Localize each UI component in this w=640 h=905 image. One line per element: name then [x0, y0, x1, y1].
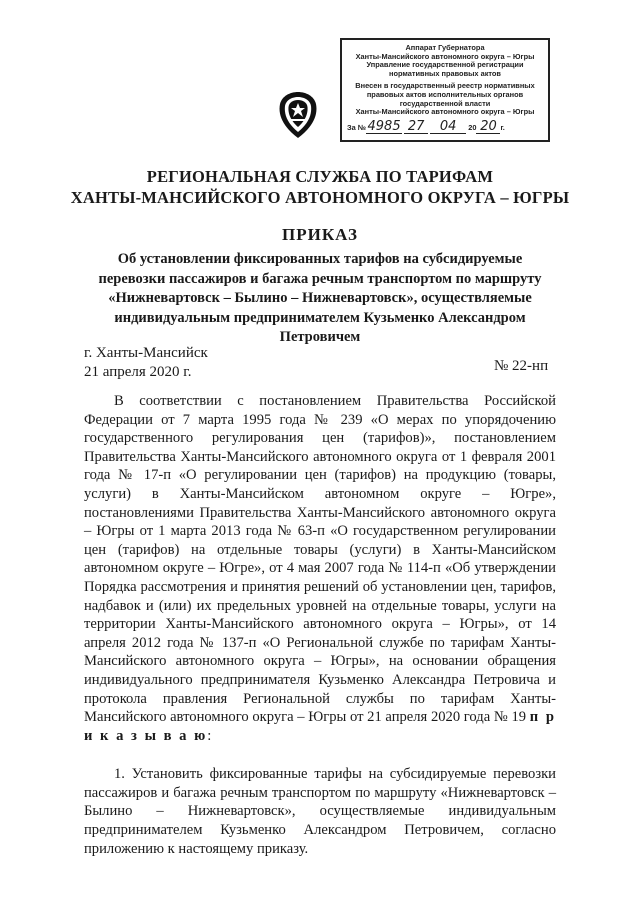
preamble-text: В соответствии с постановлением Правительства Российской Федерации от 7 марта 1995 года № 239 «О мерах по упорядочению государственного регулирования цен (тарифов)», постановлением Правительства Ханты-Мансийского автономного округа от 1 февраля 2001 года № 17-п «О регулировании цен (тарифов) на продукцию (товары, услуги) в Ханты-Мансийском автономном округе – Югре», постановлениями Правительства Ханты-Мансийского автономного округа – Югры от 1 марта 2013 года № 63-п «О государственном регулировании цен (тарифов) на отдельные товары (услуги) в Ханты-Мансийском автономном округе – Югре», от 4 мая 2007 года № 114-п «Об утверждении Порядка рассмотрения и принятия решений об установлении цен, тарифов, надбавок и (или) их предельных уровней на отдельные товары, услуги на территории Ханты-Мансийского автономного округа – Югры», от 14 апреля 2012 года № 137-п «О Региональной службе по тарифам Ханты-Мансийского автономного округа – Югры», на основании обращения индивидуального предпринимателя Кузьменко Александра Петровича и протокола правления Региональной службы по тарифам Ханты-Мансийского автономного округа – Югры от 21 апреля 2020 года № 19 [84, 393, 556, 726]
organization-name [0, 166, 640, 208]
stamp-reg-month: 04 [430, 121, 466, 134]
subject-line: Об установлении фиксированных тарифов на субсидируемые [117, 251, 523, 267]
organization-line: ХАНТЫ-МАНСИЙСКОГО АВТОНОМНОГО ОКРУГА – ЮГРЫ [70, 188, 570, 207]
stamp-line: Аппарат Губернатора [405, 43, 485, 52]
subject-line: индивидуальным предпринимателем Кузьменко Александром [114, 309, 526, 326]
subject-line: Петровичем [279, 329, 361, 345]
stamp-reg-year-suffix: 20 [476, 121, 500, 134]
stamp-line: правовых актов исполнительных органов [366, 89, 524, 99]
document-number: № 22-нп [494, 358, 549, 374]
organization-line: РЕГИОНАЛЬНАЯ СЛУЖБА ПО ТАРИФАМ [146, 167, 494, 186]
stamp-reg-prefix: За № [347, 122, 367, 132]
stamp-line: Ханты-Мансийского автономного округа – Югры [355, 51, 535, 61]
document-subject [90, 250, 550, 348]
document-type: ПРИКАЗ [282, 225, 358, 244]
stamp-reg-year-prefix: 20 [468, 122, 477, 132]
stamp-reg-number: 4985 [367, 118, 401, 134]
subject-line: перевозки пассажиров и багажа речным транспортом по маршруту [98, 270, 542, 287]
stamp-line: государственной власти [399, 98, 491, 108]
stamp-registration-line [347, 118, 543, 134]
order-word: п р и к а з ы в а ю [84, 709, 556, 744]
place-and-date [84, 344, 208, 382]
city: г. Ханты-Мансийск [84, 345, 208, 361]
document-date: 21 апреля 2020 г. [84, 364, 192, 380]
stamp-line: Ханты-Мансийского автономного округа – Югры [355, 107, 535, 117]
stamp-line: Управление государственной регистрации [366, 60, 524, 70]
stamp-reg-suffix: г. [500, 122, 505, 132]
subject-line: «Нижневартовск – Былино – Нижневартовск», осуществляемые [108, 290, 532, 306]
body-paragraph: 1. Установить фиксированные тарифы на субсидируемые перевозки пассажиров и багажа речным транспортом по маршруту «Нижневартовск – Былино – Нижневартовск», осуществляемые индивидуальным предпринимателем Кузьменко Александром Петровичем, согласно приложению к настоящему приказу. [84, 766, 556, 857]
order-colon: : [207, 727, 212, 744]
stamp-reg-day: 27 [404, 121, 428, 134]
stamp-line: нормативных правовых актов [389, 68, 501, 78]
stamp-line: Внесен в государственный реестр нормативных [355, 81, 535, 91]
body-paragraph [84, 392, 556, 745]
registration-stamp [340, 38, 550, 142]
coat-of-arms-icon [276, 90, 320, 140]
document-body [84, 392, 556, 858]
